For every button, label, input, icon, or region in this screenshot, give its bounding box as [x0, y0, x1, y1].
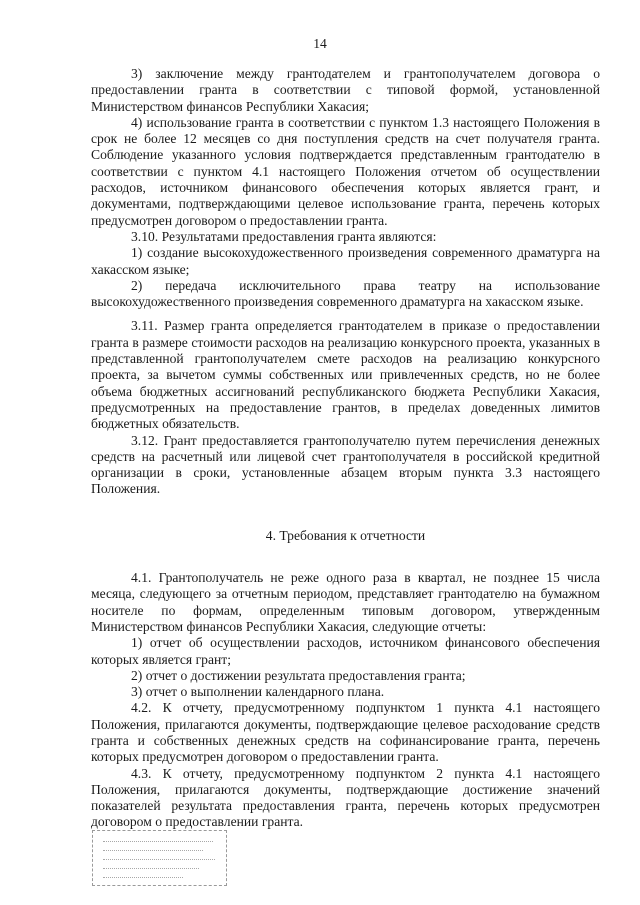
stamp-line	[103, 877, 183, 878]
paragraph: 2) отчет о достижении результата предоставления гранта;	[131, 667, 466, 683]
paragraph: 3) отчет о выполнении календарного плана.	[131, 684, 385, 700]
paragraph: 1) отчет об осуществлении расходов, источником финансового обеспечения которых является грант;	[91, 635, 600, 667]
paragraph: 3) заключение между грантодателем и грантополучателем договора о предоставлении гранта в соответствии с типовой формой, установленной Министерством финансов Республики Хакасия;	[91, 66, 600, 114]
section-heading: 4. Требования к отчетности	[265, 527, 426, 543]
paragraph: 3.11. Размер гранта определяется грантодателем в приказе о предоставлении гранта в размере стоимости расходов на реализацию конкурсного проекта, указанных в представленной грантополучателем смете расходов на реализацию конкурсного проекта, за вычетом суммы собственных или привлеченных средств, но не более объема бюджетных ассигнований республиканского бюджета Республики Хакасия, предусмотренных на предоставление грантов, в пределах доведенных лимитов бюджетных обязательств.	[91, 318, 600, 432]
paragraph: 3.12. Грант предоставляется грантополучателю путем перечисления денежных средств на расчетный или лицевой счет грантополучателя в российской кредитной организации в сроки, установленные абзацем вторым пункта 3.3 настоящего Положения.	[91, 432, 600, 497]
stamp-line	[103, 868, 199, 869]
paragraph: 4) использование гранта в соответствии с пунктом 1.3 настоящего Положения в срок не более 12 месяцев со дня поступления средств на счет получателя гранта. Соблюдение указанного условия подтверждается представленным грантодателю в соответствии с пунктом 4.1 настоящего Положения отчетом об осуществлении расходов, источником финансового обеспечения которых является грант, и документами, подтверждающими целевое использование гранта, перечень которых предусмотрен договором о предоставлении гранта.	[91, 114, 600, 228]
faded-stamp	[92, 830, 227, 886]
stamp-line	[103, 841, 213, 842]
paragraph: 4.3. К отчету, предусмотренному подпунктом 2 пункта 4.1 настоящего Положения, прилагаются документы, подтверждающие достижение значений показателей результата предоставления гранта, перечень которых предусмотрен договором о предоставлении гранта.	[91, 765, 600, 830]
paragraph: 4.2. К отчету, предусмотренному подпунктом 1 пункта 4.1 настоящего Положения, прилагаются документы, подтверждающие целевое расходование средств гранта и собственных денежных средств на софинансирование гранта, перечень которых предусмотрен договором о предоставлении гранта.	[91, 700, 600, 765]
paragraph: 2) передача исключительного права театру на использование высокохудожественного произведения современного драматурга на хакасском языке.	[91, 277, 600, 310]
spacer	[91, 310, 600, 318]
stamp-line	[103, 859, 215, 860]
stamp-line	[103, 850, 203, 851]
page-number: 14	[313, 36, 327, 51]
paragraph: 3.10. Результатами предоставления гранта являются:	[131, 228, 437, 244]
paragraph: 4.1. Грантополучатель не реже одного раза в квартал, не позднее 15 числа месяца, следующего за отчетным периодом, представляет грантодателю на бумажном носителе по формам, определенным типовым договором, утвержденным Министерством финансов Республики Хакасия, следующие отчеты:	[91, 570, 600, 634]
paragraph: 1) создание высокохудожественного произведения современного драматурга на хакасском языке;	[91, 245, 600, 277]
document-body	[91, 66, 600, 831]
